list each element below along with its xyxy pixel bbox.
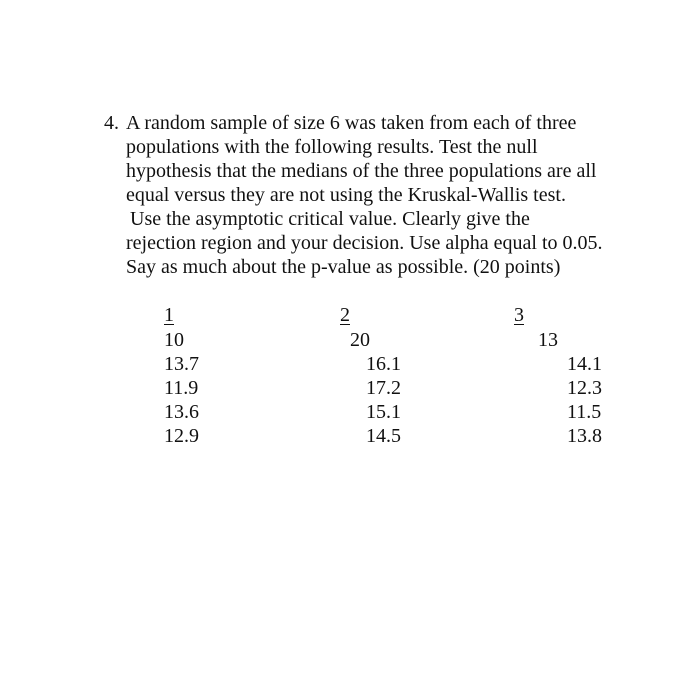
sample-1-value: 11.9 <box>164 377 199 399</box>
problem-line-2: populations with the following results. Test the null <box>126 136 538 158</box>
problem-line-7: Say as much about the p-value as possible. (20 points) <box>126 256 561 278</box>
problem-line-6: rejection region and your decision. Use alpha equal to 0.05. <box>126 232 603 254</box>
problem-line-1: A random sample of size 6 was taken from each of three <box>126 112 577 134</box>
sample-1-value: 13.6 <box>164 401 199 423</box>
sample-2-value: 20 <box>350 329 370 351</box>
problem-line-5: Use the asymptotic critical value. Clearly give the <box>130 208 530 230</box>
question-number: 4. <box>104 112 119 134</box>
sample-3-value: 12.3 <box>567 377 602 399</box>
sample-3-value: 14.1 <box>567 353 602 375</box>
column-header-1: 1 <box>164 304 174 326</box>
column-header-3: 3 <box>514 304 524 326</box>
problem-line-4: equal versus they are not using the Kruskal-Wallis test. <box>126 184 566 206</box>
column-header-2: 2 <box>340 304 350 326</box>
sample-2-value: 15.1 <box>366 401 401 423</box>
sample-3-value: 11.5 <box>567 401 602 423</box>
sample-1-value: 12.9 <box>164 425 199 447</box>
sample-3-value: 13 <box>538 329 558 351</box>
sample-1-value: 10 <box>164 329 184 351</box>
sample-1-value: 13.7 <box>164 353 199 375</box>
sample-2-value: 16.1 <box>366 353 401 375</box>
sample-3-value: 13.8 <box>567 425 602 447</box>
sample-2-value: 14.5 <box>366 425 401 447</box>
sample-2-value: 17.2 <box>366 377 401 399</box>
problem-line-3: hypothesis that the medians of the three populations are all <box>126 160 597 182</box>
